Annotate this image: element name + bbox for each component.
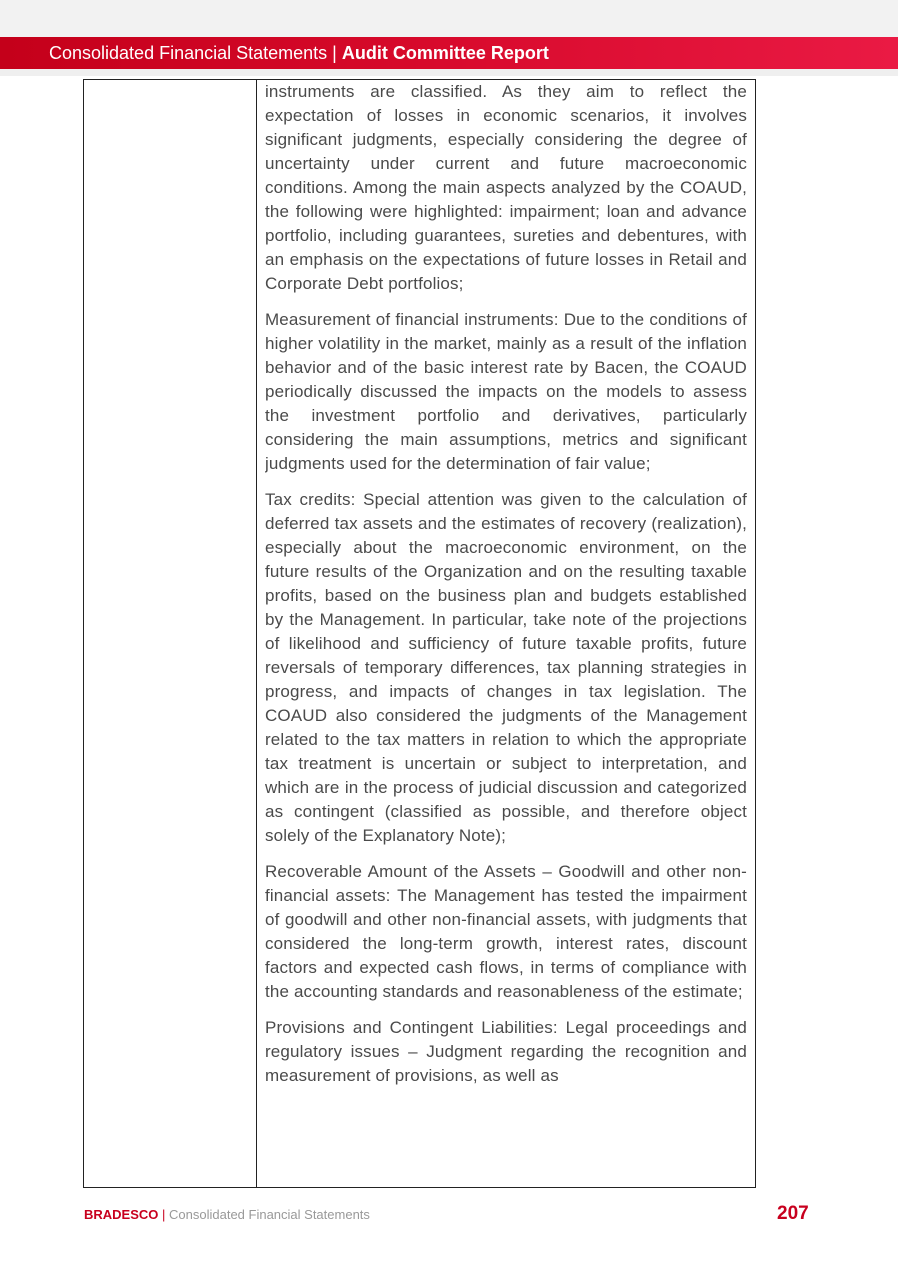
header-section: Consolidated Financial Statements (49, 43, 328, 63)
paragraph-tax-credits: Tax credits: Special attention was given to the calculation of deferred tax assets and the estimates of recovery (realization), especially about the macroeconomic environment, on the future results of the Organization and on the resulting taxable profits, based on the business plan and budgets established by the Management. In particular, take note of the projections of likelihood and sufficiency of future taxable profits, future reversals of temporary differences, tax planning strategies in progress, and impacts of changes in tax legislation. The COAUD also considered the judgments of the Management related to the tax matters in relation to which the appropriate tax treatment is uncertain or subject to interpretation, and which are in the process of judicial discussion and categorized as contingent (classified as possible, and therefore object solely of the Explanatory Note); (265, 490, 747, 845)
header-separator: | (327, 43, 342, 63)
footer-brand: BRADESCO (84, 1207, 159, 1222)
top-band (0, 0, 898, 37)
page-number: 207 (777, 1203, 809, 1224)
page-header (0, 37, 898, 69)
paragraph-recoverable-amount: Recoverable Amount of the Assets – Goodwill and other non-financial assets: The Management has tested the impairment of goodwill and other non-financial assets, with judgments that considered the long-term growth, interest rates, discount factors and expected cash flows, in terms of compliance with the accounting standards and reasonableness of the estimate; (265, 862, 747, 1001)
content-table (83, 79, 756, 1188)
paragraph-expected-losses: instruments are classified. As they aim to reflect the expectation of losses in economic scenarios, it involves significant judgments, especially considering the degree of uncertainty under current and future macroeconomic conditions. Among the main aspects analyzed by the COAUD, the following were highlighted: impairment; loan and advance portfolio, including guarantees, sureties and debentures, with an emphasis on the expectations of future losses in Retail and Corporate Debt portfolios; (265, 82, 747, 293)
paragraph-financial-instruments: Measurement of financial instruments: Due to the conditions of higher volatility in the market, mainly as a result of the inflation behavior and of the basic interest rate by Bacen, the COAUD periodically discussed the impacts on the models to assess the investment portfolio and derivatives, particularly considering the main assumptions, metrics and significant judgments used for the determination of fair value; (265, 310, 747, 473)
footer-separator: | (158, 1207, 170, 1222)
header-sub-band (0, 69, 898, 76)
paragraph-provisions: Provisions and Contingent Liabilities: Legal proceedings and regulatory issues – Judgment regarding the recognition and measurement of provisions, as well as (265, 1018, 747, 1085)
header-title: Audit Committee Report (341, 43, 549, 63)
right-cell (265, 80, 747, 1187)
page-footer (84, 1207, 370, 1222)
footer-section: Consolidated Financial Statements (169, 1207, 370, 1222)
left-cell (84, 80, 257, 1187)
